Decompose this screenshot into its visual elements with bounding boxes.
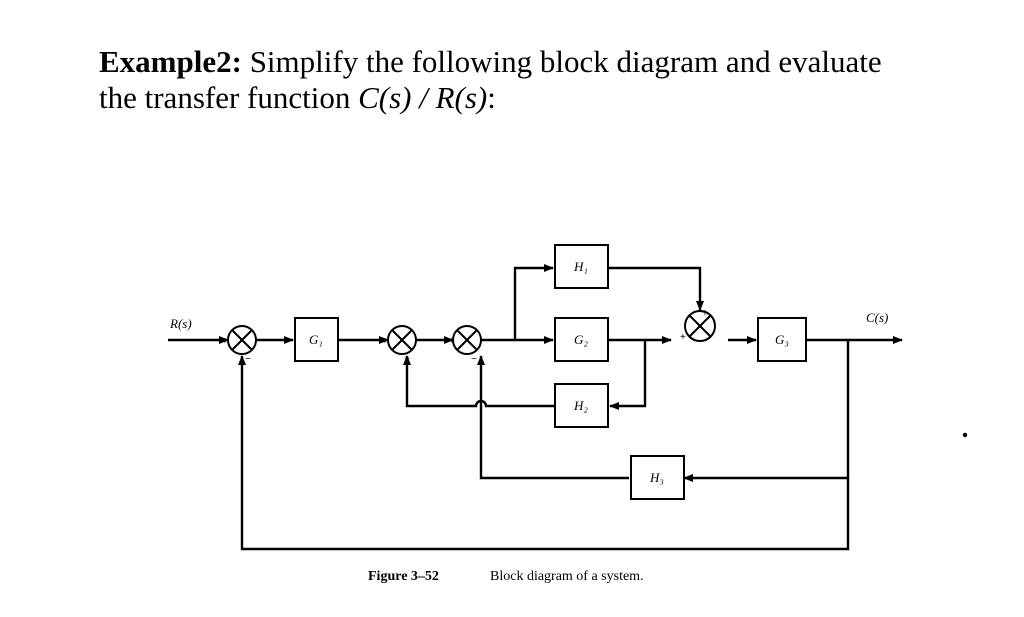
input-signal-label: R(s)	[170, 316, 192, 331]
block-h3	[631, 456, 684, 499]
wire-h1-feed	[515, 268, 553, 340]
summing-junction-2	[388, 326, 416, 354]
block-h2	[555, 384, 608, 427]
block-h1-label: H₁	[574, 259, 588, 274]
block-g3-label: G₃	[775, 332, 789, 347]
sign-sj1-input: +	[222, 336, 228, 347]
block-h1	[555, 245, 608, 288]
sign-sj1-feedback: −	[245, 354, 251, 365]
sign-sj3-feedback: −	[471, 354, 477, 365]
wire-h2-feed	[610, 340, 645, 406]
sign-sj3-input: +	[449, 336, 455, 347]
heading-colon: :	[487, 80, 496, 115]
summing-junction-3	[453, 326, 481, 354]
block-g3	[758, 318, 806, 361]
transfer-function: C(s) / R(s)	[358, 80, 488, 115]
sign-sj4-top: +	[702, 308, 708, 319]
wire-unity-feedback	[242, 356, 848, 549]
output-signal-label: C(s)	[866, 310, 889, 325]
example-label: Example2:	[99, 44, 242, 79]
block-g2	[555, 318, 608, 361]
figure-number: Figure 3–52	[368, 569, 439, 584]
sign-sj4-input: +	[680, 332, 686, 343]
figure-caption: Block diagram of a system.	[490, 569, 644, 584]
block-h3-label: H₃	[650, 470, 664, 485]
summing-junction-4	[685, 311, 715, 341]
block-h2-label: H₂	[574, 398, 588, 413]
stray-dot	[963, 433, 967, 437]
heading-text-b: the transfer function	[99, 80, 359, 115]
summing-junction-1	[228, 326, 256, 354]
heading-text-a: Simplify the following block diagram and evaluate	[241, 44, 882, 79]
block-g2-label: G₂	[574, 332, 588, 347]
wire-h1-out	[608, 268, 700, 310]
sign-sj2-feedback: +	[404, 354, 410, 365]
block-g1-label: G₁	[309, 332, 323, 347]
sign-sj2-input: +	[382, 336, 388, 347]
block-g1	[295, 318, 338, 361]
